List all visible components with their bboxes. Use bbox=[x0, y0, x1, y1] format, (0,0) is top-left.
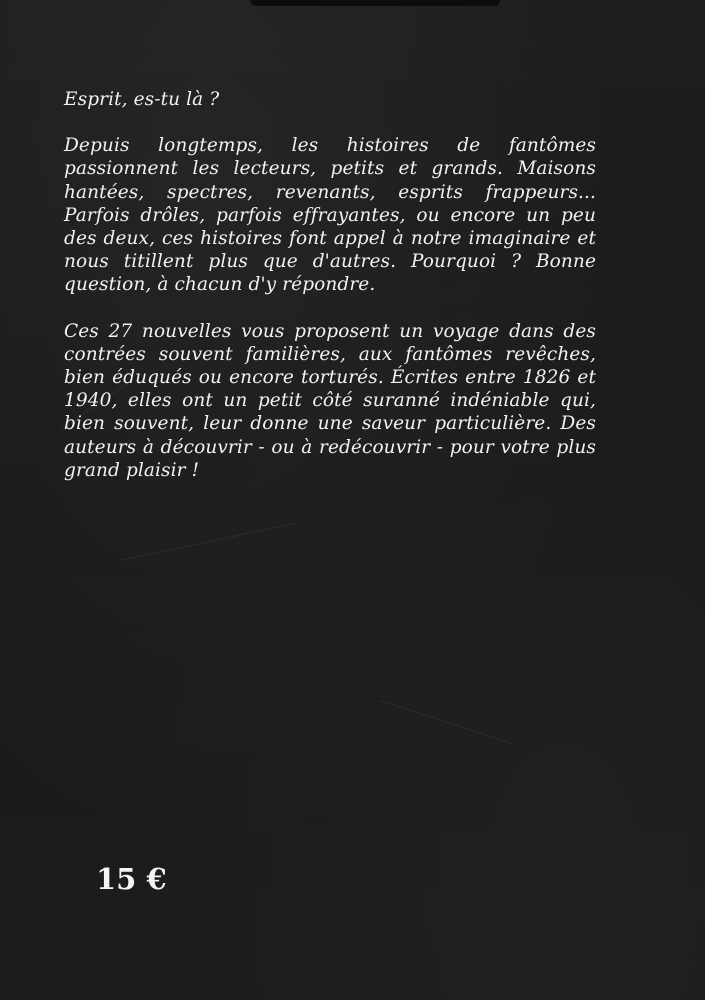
blurb-paragraph-2: Ces 27 nouvelles vous proposent un voyage dans des contrées souvent familières, aux fantômes revêches, bien éduqués ou encore torturés. Écrites entre 1826 et 1940, elles ont un petit côté suranné indéniable qui, bien souvent, leur donne une saveur particulière. Des auteurs à découvrir - ou à redécouvrir - pour votre plus grand plaisir ! bbox=[64, 320, 596, 481]
cover-top-edge bbox=[250, 0, 500, 6]
blurb-heading: Esprit, es-tu là ? bbox=[64, 89, 220, 110]
price-label: 15 € bbox=[96, 862, 167, 896]
surface-scratch bbox=[380, 700, 513, 744]
surface-scratch bbox=[120, 523, 296, 561]
blurb-text bbox=[64, 88, 596, 505]
blurb-paragraph-1: Depuis longtemps, les histoires de fantômes passionnent les lecteurs, petits et grands. Maisons hantées, spectres, revenants, esprits frappeurs... Parfois drôles, parfois effrayantes, ou encore un peu des deux, ces histoires font appel à notre imaginaire et nous titillent plus que d'autres. Pourquoi ? Bonne question, à chacun d'y répondre. bbox=[64, 135, 596, 296]
